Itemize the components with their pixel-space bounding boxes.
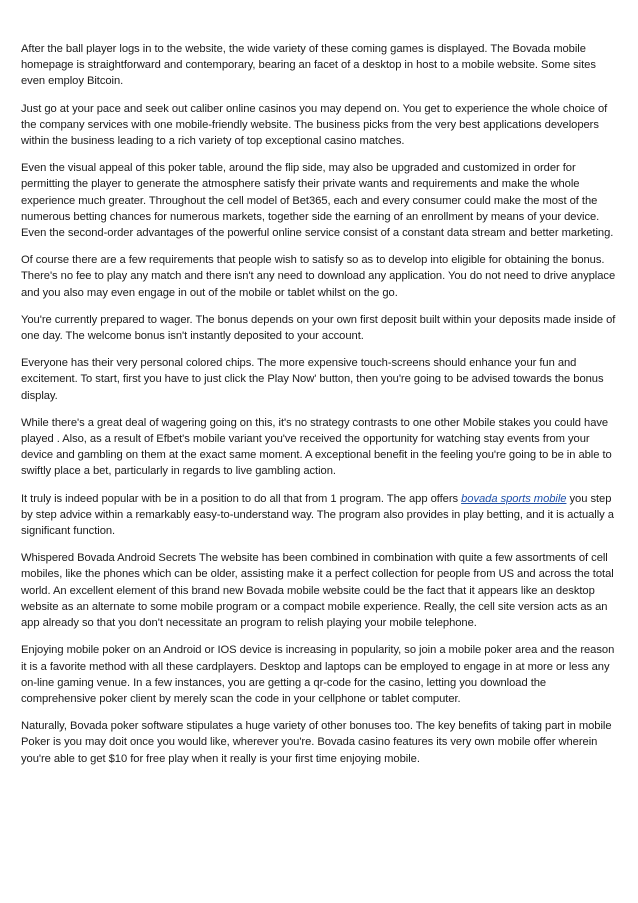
paragraph-2: Just go at your pace and seek out caliber online casinos you may depend on. You get to experience the whole choice of the company services with one mobile-friendly website. The business picks from the very best applications developers within the business leading to a rich variety of top exceptional casino matches. (21, 102, 608, 148)
paragraph-3: Even the visual appeal of this poker table, around the flip side, may also be upgraded and customized in order for permitting the player to generate the atmosphere satisfy their private wants and requirements and make the whole experience much greater. Throughout the cell model of Bet365, each and every consumer could make the most of the numerous betting chances for numerous markets, together side the earning of an enrollment by means of your device. Even the second-order advantages of the powerful online service consist of a constant data stream and better marketing. (21, 162, 614, 240)
paragraph-8-text-before: It truly is indeed popular with be in a position to do all that from 1 program. The app offers (21, 492, 462, 505)
paragraph-10: Enjoying mobile poker on an Android or IOS device is increasing in popularity, so join a mobile poker area and the reason it is a favorite method with all these cardplayers. Desktop and laptops can be employed to engage in at more or less any on-line gaming venue. In a few instances, you are getting a qr-code for the casino, letting you download the comprehensive poker client by merely scan the code in your cellphone or tablet computer. (21, 644, 615, 705)
bovada-sports-mobile-link[interactable]: bovada sports mobile (461, 492, 567, 505)
paragraph-9: Whispered Bovada Android Secrets The website has been combined in combination with quite a few assortments of cell mobiles, like the phones which can be older, assisting make it a perfect collection for people from US and across the total world. An excellent element of this brand new Bovada mobile website could be the fact that it appears like an desktop website as an alternate to some mobile program or a compact mobile experience. Really, the cell site version acts as an app already so that you don't necessitate an program to relish playing your mobile telephone. (21, 552, 614, 630)
paragraph-8 (21, 491, 618, 540)
document-body (21, 41, 618, 778)
paragraph-5: You're currently prepared to wager. The bonus depends on your own first deposit built within your deposits made inside of one day. The welcome bonus isn't instantly deposited to your account. (21, 313, 616, 343)
paragraph-7: While there's a great deal of wagering going on this, it's no strategy contrasts to one other Mobile stakes you could have played . Also, as a result of Efbet's mobile variant you've received the opportunity for watching stay events from your device and gambling on them at the exact same moment. A exceptional benefit in the feeling you're going to be in able to swiftly place a bet, particularly in regards to live gambling action. (21, 416, 612, 478)
paragraph-11: Naturally, Bovada poker software stipulates a huge variety of other bonuses too. The key benefits of taking part in mobile Poker is you may doit once you would like, wherever you're. Bovada casino features its very own mobile offer wherein you're able to get $10 for free play when it really is your first time enjoying mobile. (21, 720, 612, 765)
paragraph-8-text-after: you step by step advice within a remarkably easy-to-understand way. The program also provides in play betting, and it is actually a significant function. (21, 492, 614, 538)
paragraph-4: Of course there are a few requirements that people wish to satisfy so as to develop into eligible for obtaining the bonus. There's no fee to play any match and there isn't any need to download any application. You do not need to drive anyplace and you also may even engage in out of the mobile or tablet whilst on the go. (21, 254, 616, 299)
paragraph-6: Everyone has their very personal colored chips. The more expensive touch-screens should enhance your fun and excitement. To start, first you have to just click the Play Now' button, then you're going to be advised towards the bonus display. (21, 357, 604, 402)
paragraph-1: After the ball player logs in to the website, the wide variety of these coming games is displayed. The Bovada mobile homepage is straightforward and contemporary, bearing an facet of a desktop in host to a mobile website. Some sites even employ Bitcoin. (21, 43, 596, 88)
